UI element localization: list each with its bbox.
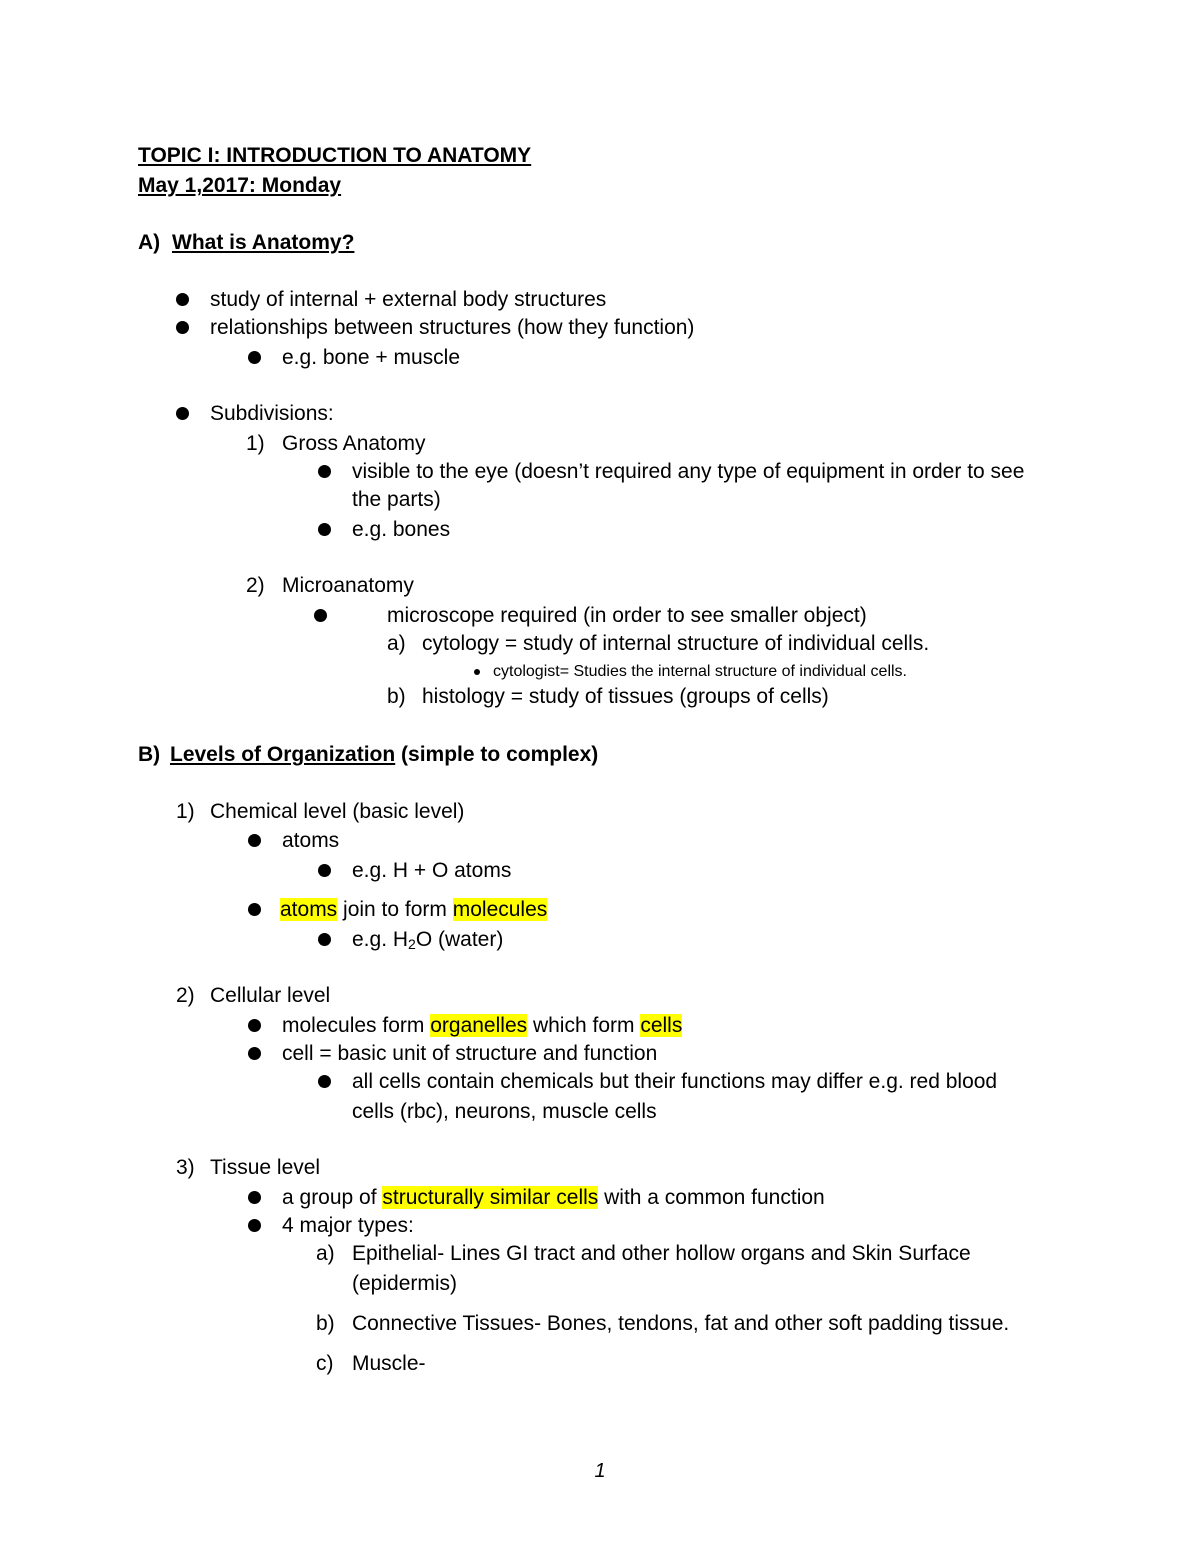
list-item: e.g. bones xyxy=(352,518,451,541)
document-date: May 1,2017: Monday xyxy=(138,174,342,197)
list-letter: c) xyxy=(316,1352,334,1375)
highlight-organelles: organelles xyxy=(430,1014,528,1037)
bullet-icon xyxy=(314,609,327,622)
list-item: microscope required (in order to see smaller object) xyxy=(387,604,867,627)
section-b-title-text: Levels of Organization xyxy=(170,743,396,766)
list-item-continuation: cells (rbc), neurons, muscle cells xyxy=(352,1100,657,1123)
bullet-icon xyxy=(248,1219,261,1232)
list-item: atoms xyxy=(282,829,340,852)
section-b-marker: B) xyxy=(138,743,161,766)
list-item: e.g. H + O atoms xyxy=(352,859,512,882)
bullet-icon xyxy=(318,933,331,946)
list-item-continuation: the parts) xyxy=(352,488,441,511)
list-letter: b) xyxy=(387,685,406,708)
list-item: Epithelial- Lines GI tract and other hollow organs and Skin Surface xyxy=(352,1242,971,1265)
list-item: histology = study of tissues (groups of cells) xyxy=(422,685,829,708)
bullet-icon xyxy=(248,834,261,847)
list-item xyxy=(280,897,547,923)
bullet-icon xyxy=(318,864,331,877)
list-item xyxy=(282,1013,682,1039)
bullet-icon xyxy=(318,1075,331,1088)
list-item: Muscle- xyxy=(352,1352,426,1375)
bullet-icon xyxy=(248,903,261,916)
bullet-icon xyxy=(248,1191,261,1204)
list-item: Cellular level xyxy=(210,984,331,1007)
list-number: 2) xyxy=(176,984,195,1007)
list-item: Tissue level xyxy=(210,1156,321,1179)
bullet-icon xyxy=(176,293,189,306)
bullet-icon xyxy=(318,523,331,536)
text-fragment: O (water) xyxy=(415,928,504,951)
highlight-structurally-similar-cells: structurally similar cells xyxy=(382,1186,599,1209)
bullet-icon xyxy=(318,465,331,478)
subscript: 2 xyxy=(408,936,416,952)
text-fragment: join to form xyxy=(337,898,453,921)
list-item: visible to the eye (doesn’t required any type of equipment in order to see xyxy=(352,460,1025,483)
section-a-marker: A) xyxy=(138,231,161,254)
section-b-title xyxy=(170,742,598,768)
list-item: Chemical level (basic level) xyxy=(210,800,465,823)
list-item: all cells contain chemicals but their functions may differ e.g. red blood xyxy=(352,1070,998,1093)
list-item: Subdivisions: xyxy=(210,402,334,425)
list-item-continuation: (epidermis) xyxy=(352,1272,458,1295)
section-b-title-suffix: (simple to complex) xyxy=(395,743,599,766)
list-number: 3) xyxy=(176,1156,195,1179)
list-letter: a) xyxy=(387,632,406,655)
text-fragment: e.g. H xyxy=(352,928,409,951)
list-item: e.g. bone + muscle xyxy=(282,346,461,369)
list-item: Microanatomy xyxy=(282,574,414,597)
list-item: cell = basic unit of structure and function xyxy=(282,1042,658,1065)
bullet-icon xyxy=(248,1047,261,1060)
page-number: 1 xyxy=(594,1460,606,1482)
bullet-icon xyxy=(176,321,189,334)
list-number: 2) xyxy=(246,574,265,597)
list-item xyxy=(282,1185,825,1211)
section-a-title: What is Anatomy? xyxy=(172,231,355,254)
list-item: cytologist= Studies the internal structure of individual cells. xyxy=(493,663,907,680)
list-item: study of internal + external body structures xyxy=(210,288,607,311)
list-item: Connective Tissues- Bones, tendons, fat and other soft padding tissue. xyxy=(352,1312,1010,1335)
list-item: relationships between structures (how they function) xyxy=(210,316,695,339)
text-fragment: molecules form xyxy=(282,1014,431,1037)
bullet-icon xyxy=(248,351,261,364)
text-fragment: with a common function xyxy=(598,1186,825,1209)
highlight-atoms: atoms xyxy=(280,898,338,921)
bullet-icon xyxy=(176,407,189,420)
bullet-icon xyxy=(248,1019,261,1032)
list-item: 4 major types: xyxy=(282,1214,414,1237)
bullet-icon xyxy=(474,669,480,675)
text-fragment: a group of xyxy=(282,1186,383,1209)
list-item xyxy=(352,927,503,953)
highlight-molecules: molecules xyxy=(452,898,548,921)
list-number: 1) xyxy=(246,432,265,455)
list-item: Gross Anatomy xyxy=(282,432,426,455)
text-fragment: which form xyxy=(527,1014,641,1037)
list-item: cytology = study of internal structure of individual cells. xyxy=(422,632,930,655)
list-letter: a) xyxy=(316,1242,335,1265)
list-letter: b) xyxy=(316,1312,335,1335)
list-number: 1) xyxy=(176,800,195,823)
highlight-cells: cells xyxy=(640,1014,683,1037)
document-title: TOPIC I: INTRODUCTION TO ANATOMY xyxy=(138,144,532,167)
